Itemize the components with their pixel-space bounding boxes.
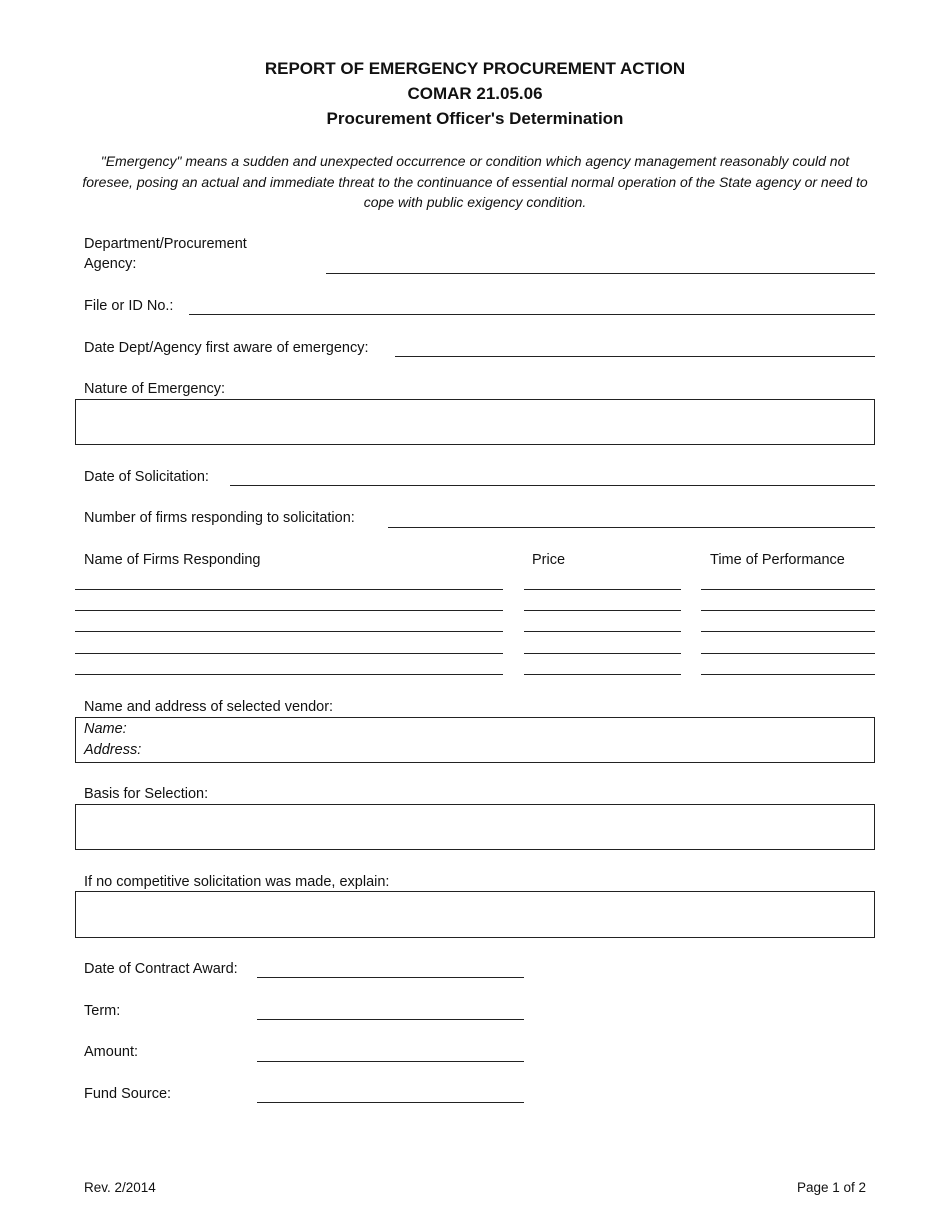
term-field[interactable] (257, 1019, 524, 1020)
amount-label: Amount: (84, 1044, 138, 1060)
basis-label: Basis for Selection: (84, 786, 209, 802)
firm-price-line[interactable] (524, 589, 681, 590)
vendor-label: Name and address of selected vendor: (84, 699, 334, 715)
form-title: REPORT OF EMERGENCY PROCUREMENT ACTION (264, 59, 686, 78)
firm-time-line[interactable] (701, 674, 875, 675)
num-firms-label: Number of firms responding to solicitation: (84, 510, 355, 526)
nature-label: Nature of Emergency: (84, 381, 226, 397)
revision-note: Rev. 2/2014 (84, 1180, 156, 1195)
firm-name-line[interactable] (75, 589, 503, 590)
no-competitive-label: If no competitive solicitation was made, explain: (84, 874, 390, 890)
basis-box[interactable] (75, 804, 875, 850)
firm-name-line[interactable] (75, 610, 503, 611)
firms-name-header: Name of Firms Responding (84, 552, 261, 568)
date-aware-label: Date Dept/Agency first aware of emergency: (84, 340, 369, 356)
firm-price-line[interactable] (524, 653, 681, 654)
firm-time-line[interactable] (701, 589, 875, 590)
date-solicitation-label: Date of Solicitation: (84, 469, 209, 485)
file-id-field[interactable] (189, 314, 875, 315)
form-regulation: COMAR 21.05.06 (407, 84, 543, 103)
firm-name-line[interactable] (75, 631, 503, 632)
date-aware-field[interactable] (395, 356, 875, 357)
firm-time-line[interactable] (701, 631, 875, 632)
firm-price-line[interactable] (524, 610, 681, 611)
department-label-line1: Department/Procurement (84, 236, 247, 252)
firms-time-header: Time of Performance (710, 552, 845, 568)
firm-name-line[interactable] (75, 653, 503, 654)
firm-time-line[interactable] (701, 610, 875, 611)
emergency-definition: "Emergency" means a sudden and unexpected occurrence or condition which agency management reasonably could not foresee, posing an actual and immediate threat to the continuance of essential normal operation of the State agency or need to cope with public exigency condition. (82, 153, 868, 210)
amount-field[interactable] (257, 1061, 524, 1062)
date-solicitation-field[interactable] (230, 485, 875, 486)
page-number: Page 1 of 2 (796, 1180, 866, 1195)
department-field[interactable] (326, 273, 875, 274)
firm-price-line[interactable] (524, 631, 681, 632)
no-competitive-box[interactable] (75, 891, 875, 938)
department-label-line2: Agency: (84, 256, 137, 272)
firm-time-line[interactable] (701, 653, 875, 654)
date-award-label: Date of Contract Award: (84, 961, 238, 977)
nature-box[interactable] (75, 399, 875, 445)
vendor-address-label: Address: (84, 742, 142, 758)
firm-name-line[interactable] (75, 674, 503, 675)
num-firms-field[interactable] (388, 527, 875, 528)
fund-source-label: Fund Source: (84, 1086, 172, 1102)
vendor-box[interactable] (75, 717, 875, 763)
vendor-name-label: Name: (84, 721, 127, 737)
firm-price-line[interactable] (524, 674, 681, 675)
form-subtitle: Procurement Officer's Determination (326, 109, 624, 128)
file-id-label: File or ID No.: (84, 298, 174, 314)
fund-source-field[interactable] (257, 1102, 524, 1103)
term-label: Term: (84, 1003, 121, 1019)
firms-price-header: Price (532, 552, 566, 568)
date-award-field[interactable] (257, 977, 524, 978)
